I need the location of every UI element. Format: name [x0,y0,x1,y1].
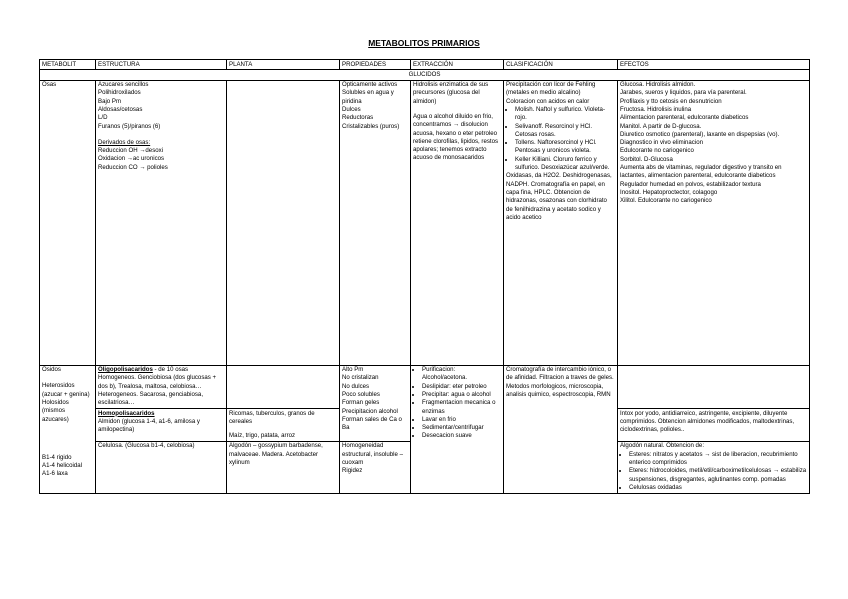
list-item: • Purificacion: Alcohol/acetona. [422,366,501,383]
list-item: • Molish. Naftol y sulfurico. Violeta-rojo. [515,106,615,123]
homo-title: Homopolisacaridos [98,409,155,417]
osas-efectos: Glucosa. Hidrolisis almidon. Jarabes, sueros y liquidos, para vía parenteral. Profilaxis y tto cetosis en desnutricion Fructosa. Hidrolisis inulina Alimentacion parenteral, edulcorante diabeticos Manitol. A partir de D-glucosa. Diuretico osmotico (parenteral), laxante en dispepsias (vo). Diagnostico in vivo eliminacion Edulcorante no cariogenico Sorbitol. D-Glucosa Aumenta abs de vitaminas, regulador digestivo y transito en lactantes, alimentacion parenteral, edulcorante diabeticos Regulador humedad en polvos, estabilizador textura Inositol. Hepatoproctector, colagogo Xilitol. Edulcorante no cariogenico [618,80,810,365]
osidos-prop-1: Alto Pm No cristalizan No dulces Poco solubles Forman geles Precipitacion alcohol Forman sales de Ca o Ba [340,365,411,441]
homo-efectos: Intox por yodo, antidiarreico, astringente, excipiente, diluyente comprimidos. Obtencion almidones modificados, maltodextrinas, ciclodextrinas, polioles.. [618,409,810,442]
celulosa-planta: Algodón – gossypium barbadense, malvaceae. Madera. Acetobacter xylinum [227,441,340,493]
col-estructura: ESTRUCTURA [96,60,227,70]
list-item: • Desecacion suave [422,432,501,440]
osas-extraccion: Hidrolisis enzimatica de sus precursores (glucosa del almidon) Agua o alcohol diluido en frio, concentramos → disolucion acuosa, hexano o eter petroleo retiene clorofilas, lipidos, restos apolares; tenemos extracto acuoso de monosacaridos [411,80,504,365]
list-item: • Tollens. Naftoresorcinol y HCl. Pentosas y uronicos violeta. [515,139,615,156]
col-clasificacion: CLASIFICACIÓN [504,60,618,70]
metabolitos-table [39,59,810,494]
col-efectos: EFECTOS [618,60,810,70]
section-glucidos: GLUCIDOS [40,70,810,80]
list-item: • Eteres: hidrocoloides, metil/etil/carboximetilcelulosas → estabiliza suspensiones, disgregantes, aglutinantes comp. pomadas [629,467,807,484]
oligo-title: Oligopolisacaridos [98,366,153,374]
list-item: • Selivanoff. Resorcinol y HCl. Cetosas rosas. [515,123,615,140]
osas-planta [227,80,340,365]
extraccion-list [413,366,501,441]
homo-planta: Ricomas, tuberculos, granos de cereales Maíz, trigo, patata, arroz [227,409,340,442]
osas-clasificacion: Precipitación con licor de Fehling (metales en medio alcalino) Coloracion con acidos en calor • Molish. Naftol y sulfurico. Violeta-rojo. • Selivanoff. Resorcinol y HCl. Cetosas rosas. • Tollens. Naftoresorcinol y HCl. Pentosas y uronicos violeta. • Keller Killiani. Cloruro ferrico y sulfurico. Desoxiazúcar azul/verde. Oxidasas, da H2O2. Deshidrogenasas, NADPH. Cromatografía en papel, en capa fina, HPLC. Obtencion de hidrazonas, osazonas con clorhidrato de fenilhidrazina y acetato sodico y acido acetico [504,80,618,365]
list-item: • Esteres: nitratos y acetatos → sist de liberacion, recubrimiento enterico comprimidos [629,451,807,468]
page-title: METABOLITOS PRIMARIOS [368,38,480,48]
col-propiedades: PROPIEDADES [340,60,411,70]
osas-propiedades: Ópticamente activos Solubles en agua y piridina Dulces Reductoras Cristalizables (puros) [340,80,411,365]
col-planta: PLANTA [227,60,340,70]
derivados-title: Derivados de osas: [98,138,151,146]
clasificacion-list [506,106,615,172]
osidos-name-cell: Ósidos Heterosidos (azucar + genina) Holosidos (mismos azucares) B1-4 rigido A1-4 helicoidal A1-6 laxa [40,365,96,493]
header-row [40,60,810,70]
homo-cell: Homopolisacaridos Almidon (glucosa 1-4, a1-6, amilosa y amilopectina) [96,409,227,442]
section-row [40,70,810,80]
osidos-prop-2: Homogeneidad estructural, insoluble – cuoxam Rigidez [340,441,411,493]
list-item: • Lavar en frio [422,416,501,424]
table-row-osas [40,80,810,365]
list-item: • Celulosas oxidadas [629,484,807,492]
osidos-clasificacion: Cromatografía de intercambio iónico, o de afinidad. Filtracion a traves de geles. Metodos morfologicos, microscopia, analisis quimico, espectroscopia, RMN [504,365,618,493]
table-row-osidos-oligo [40,365,810,408]
celulosa-cell: Celulosa. (Glucosa b1-4, celobiosa) [96,441,227,493]
list-item: • Sedimentar/centrifugar [422,424,501,432]
osas-name: Osas [40,80,96,365]
celulosa-efectos: Algodón natural. Obtencion de: • Esteres: nitratos y acetatos → sist de liberacion, recubrimiento enterico comprimidos • Eteres: hidrocoloides, metil/etil/carboximetilcelulosas → estabiliza suspensiones, disgregantes, aglutinantes comp. pomadas • Celulosas oxidadas [618,441,810,493]
col-metabolit: METABOLIT [40,60,96,70]
list-item: • Precipitar: agua o alcohol [422,391,501,399]
efectos-list [620,451,807,492]
list-item: • Keller Killiani. Cloruro ferrico y sulfurico. Desoxiazúcar azul/verde. [515,156,615,173]
col-extraccion: EXTRACCIÓN [411,60,504,70]
oligo-planta [227,365,340,408]
oligo-efectos [618,365,810,408]
oligo-cell: Oligopolisacaridos - de 10 osas Homogeneos. Genciobiosa (dos glucosas + dos b), Trealosa, maltosa, celobiosa… Heterogeneos. Sacarosa, genciabiosa, escilatriosa… [96,365,227,408]
list-item: • Fragmentacion mecanica o enzimas [422,399,501,416]
osidos-extraccion [411,365,504,493]
list-item: • Deslipidar: eter petroleo [422,383,501,391]
osas-estructura: Azucares sencillos Polihidroxilados Bajo Pm Aldosas/cetosas L/D Furanos (5)/piranos (6) Derivados de osas: Reduccion OH →desoxi Oxidacion →ac uronicos Reduccion CO → polioles [96,80,227,365]
